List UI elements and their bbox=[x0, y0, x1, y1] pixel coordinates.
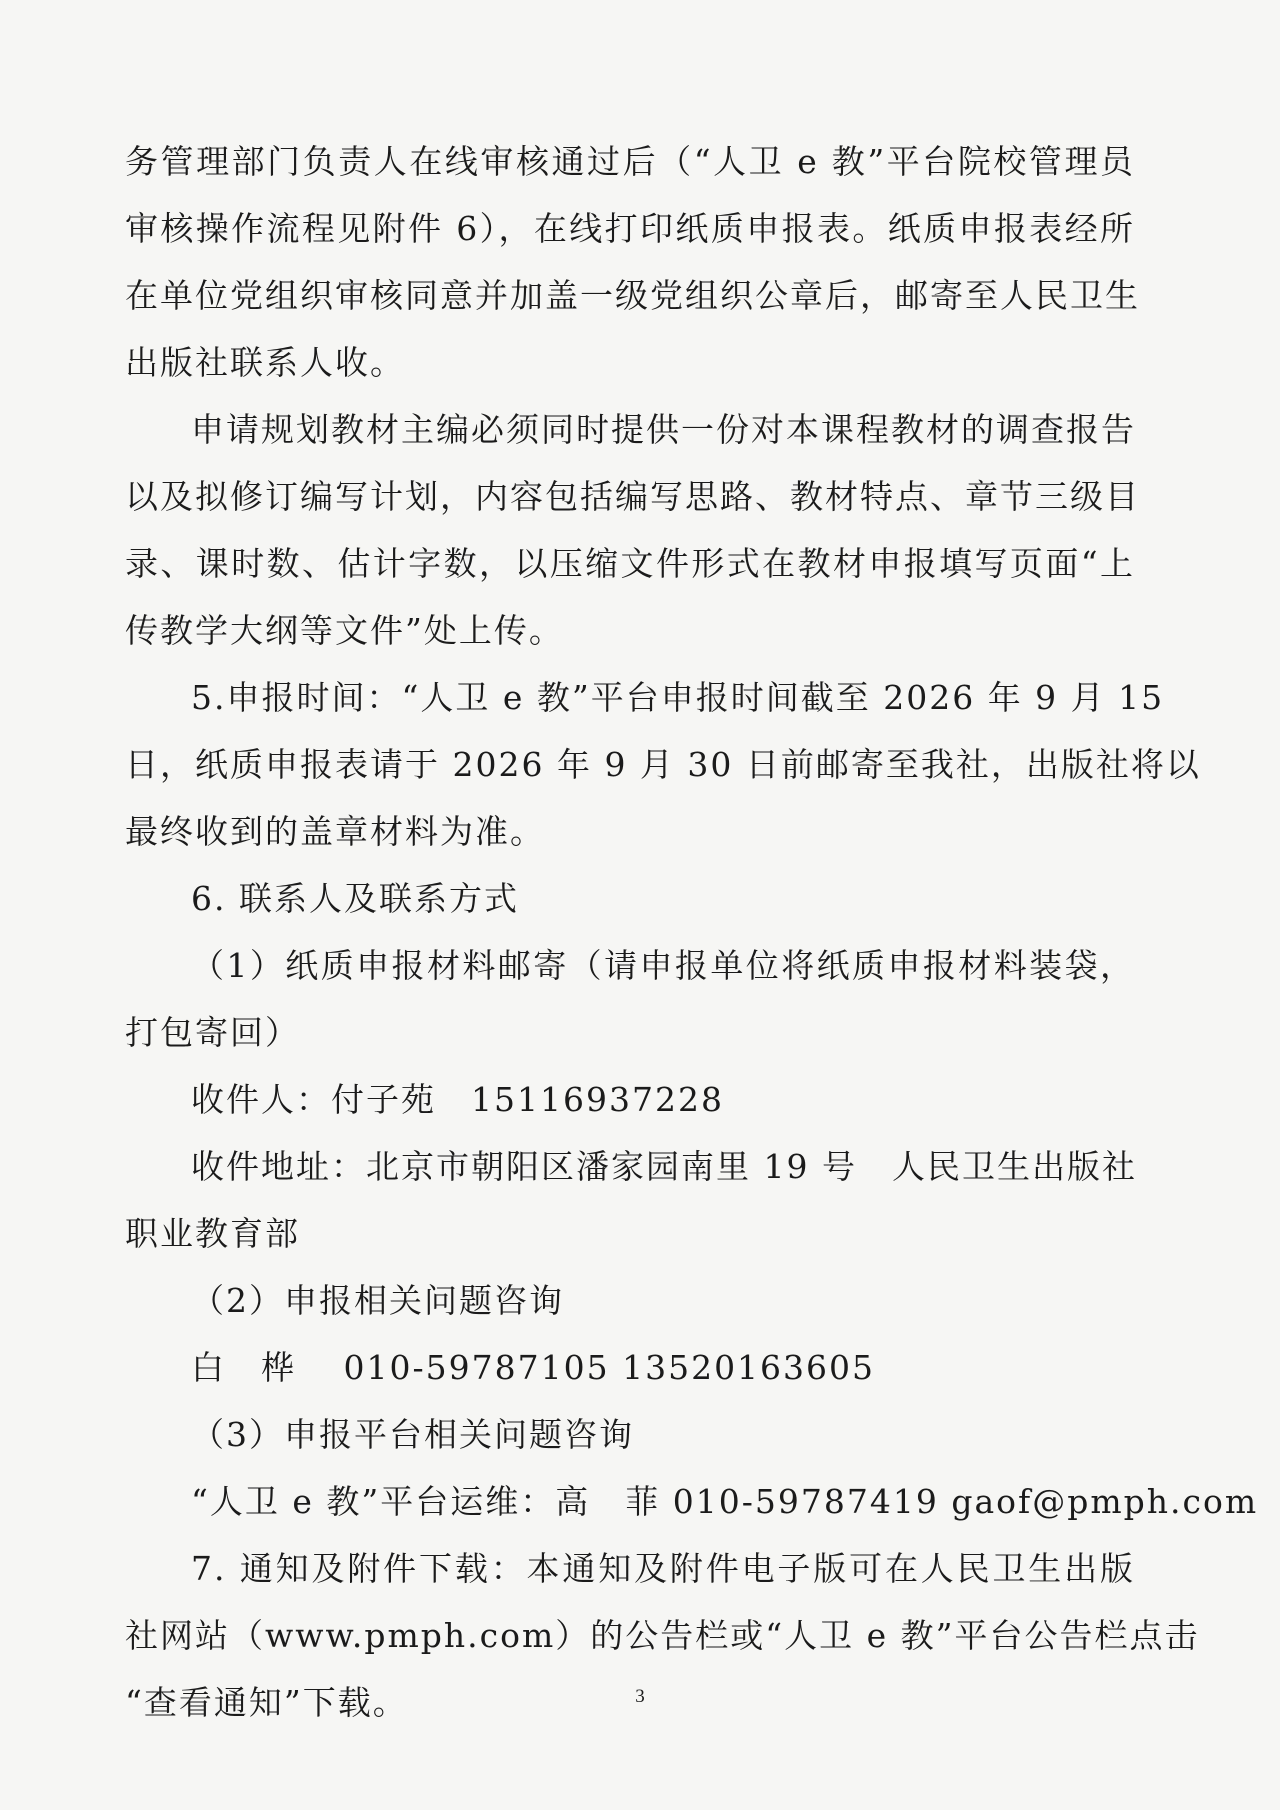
text-line: 审核操作流程见附件 6），在线打印纸质申报表。纸质申报表经所 bbox=[125, 209, 1135, 248]
contact-line: 白 桦 010-59787105 13520163605 bbox=[191, 1348, 876, 1387]
text-line: 以及拟修订编写计划，内容包括编写思路、教材特点、章节三级目 bbox=[125, 477, 1140, 516]
document-body bbox=[125, 128, 1259, 1736]
text-line: 录、课时数、估计字数，以压缩文件形式在教材申报填写页面“上 bbox=[125, 544, 1135, 583]
section-heading: 6. 联系人及联系方式 bbox=[191, 879, 519, 918]
text-line: 日，纸质申报表请于 2026 年 9 月 30 日前邮寄至我社，出版社将以 bbox=[125, 745, 1201, 784]
text-line: 在单位党组织审核同意并加盖一级党组织公章后，邮寄至人民卫生 bbox=[125, 276, 1140, 315]
contact-line: “人卫 e 教”平台运维：高 菲 010-59787419 gaof@pmph.com bbox=[191, 1482, 1259, 1521]
recipient-line: 收件人：付子苑 15116937228 bbox=[191, 1080, 724, 1119]
text-line: 申请规划教材主编必须同时提供一份对本课程教材的调查报告 bbox=[191, 410, 1136, 449]
text-line: 打包寄回） bbox=[125, 1013, 300, 1052]
text-line: 5.申报时间：“人卫 e 教”平台申报时间截至 2026 年 9 月 15 bbox=[191, 678, 1165, 717]
text-line: 最终收到的盖章材料为准。 bbox=[125, 812, 545, 851]
text-line: 职业教育部 bbox=[125, 1214, 300, 1253]
page-number: 3 bbox=[635, 1686, 645, 1707]
text-line: 社网站（www.pmph.com）的公告栏或“人卫 e 教”平台公告栏点击 bbox=[125, 1616, 1200, 1655]
subsection-heading: （3）申报平台相关问题咨询 bbox=[191, 1415, 634, 1454]
text-line: 7. 通知及附件下载：本通知及附件电子版可在人民卫生出版 bbox=[191, 1549, 1135, 1588]
subsection-heading: （2）申报相关问题咨询 bbox=[191, 1281, 564, 1320]
text-line: （1）纸质申报材料邮寄（请申报单位将纸质申报材料装袋， bbox=[191, 946, 1135, 985]
text-line: 务管理部门负责人在线审核通过后（“人卫 e 教”平台院校管理员 bbox=[125, 142, 1135, 181]
text-line: “查看通知”下载。 bbox=[125, 1683, 408, 1722]
text-line: 出版社联系人收。 bbox=[125, 343, 405, 382]
text-line: 传教学大纲等文件”处上传。 bbox=[125, 611, 564, 650]
address-line: 收件地址：北京市朝阳区潘家园南里 19 号 人民卫生出版社 bbox=[191, 1147, 1137, 1186]
